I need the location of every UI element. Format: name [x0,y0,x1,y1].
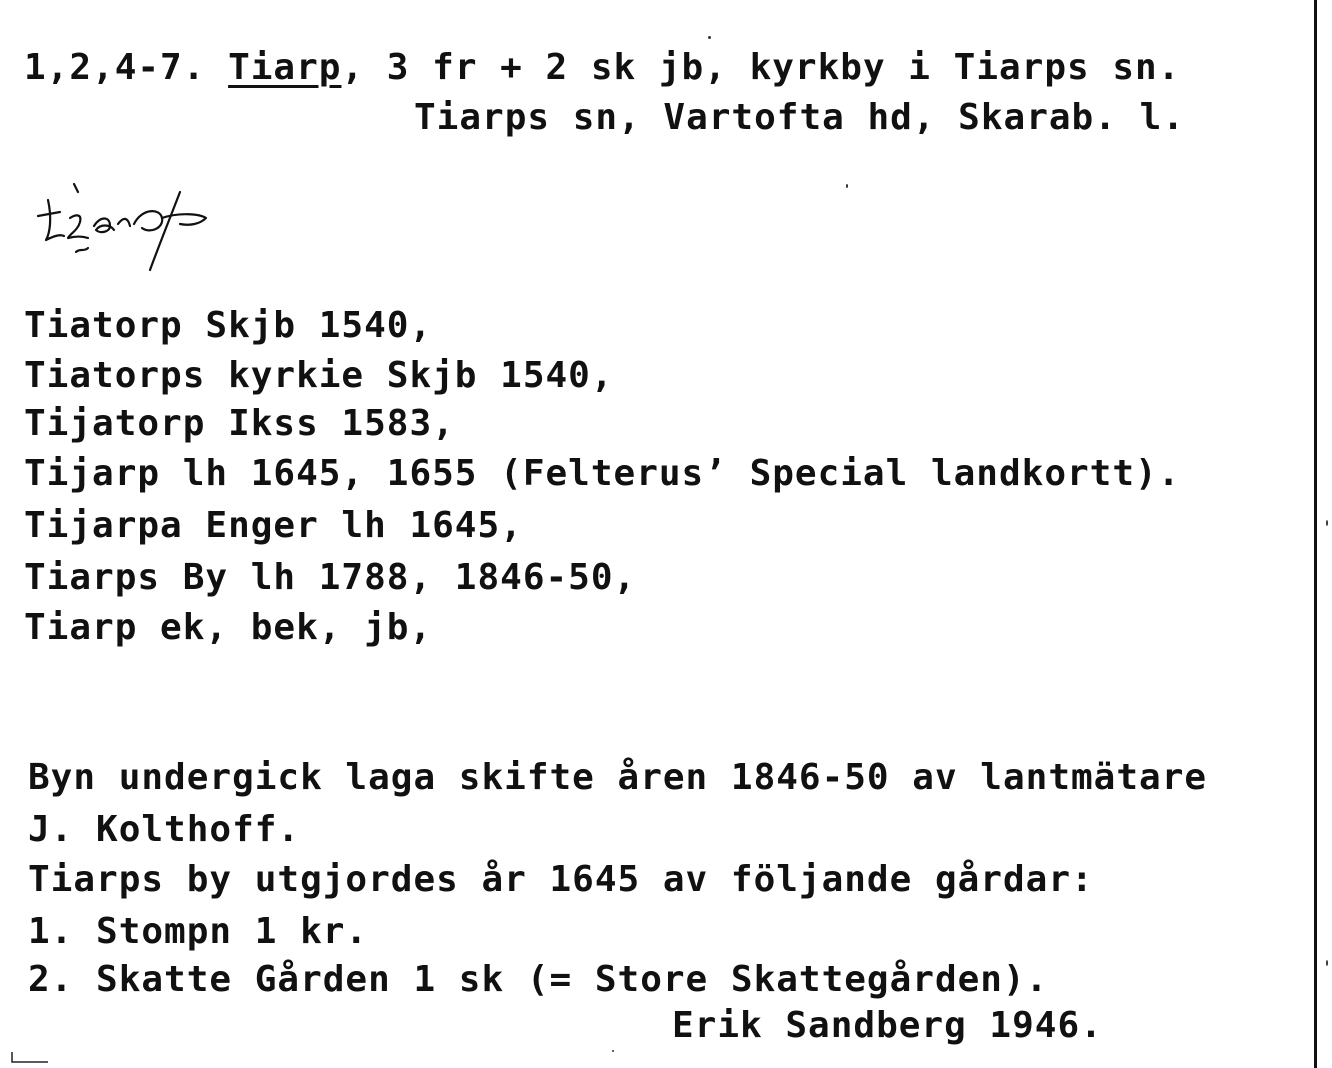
form-line-3: Tijatorp Ikss 1583, [24,403,455,444]
corner-mark [10,1052,50,1064]
form-line-2: Tiatorps kyrkie Skjb 1540, [24,355,614,396]
note-line-1: Byn undergick laga skifte åren 1846-50 av lantmätare [28,757,1208,798]
form-line-5: Tijarpa Enger lh 1645, [24,505,523,546]
form-line-1: Tiatorp Skjb 1540, [24,305,433,346]
form-line-7: Tiarp ek, bek, jb, [24,607,433,648]
signature: Erik Sandberg 1946. [672,1005,1103,1046]
paper-speck [612,1050,614,1052]
header-description: , 3 fr + 2 sk jb, kyrkby i Tiarps sn. [341,47,1181,88]
paper-speck [1326,960,1328,966]
header-number: 1,2,4-7. [24,47,229,88]
handwritten-note [30,178,230,278]
paper-speck [846,184,848,188]
paper-speck [1326,520,1328,526]
form-line-4: Tijarp lh 1645, 1655 (Felterus’ Special landkortt). [24,453,1181,494]
header-line-1 [24,46,1180,90]
note-line-4: 1. Stompn 1 kr. [28,911,369,952]
note-line-5: 2. Skatte Gården 1 sk (= Store Skattegården). [28,959,1049,1000]
header-line-2: Tiarps sn, Vartofta hd, Skarab. l. [414,97,1185,138]
note-line-3: Tiarps by utgjordes år 1645 av följande gårdar: [28,859,1094,900]
place-name: Tiarp [228,47,342,88]
form-line-6: Tiarps By lh 1788, 1846-50, [24,557,637,598]
note-line-2: J. Kolthoff. [28,809,301,850]
card-right-edge [1314,0,1317,1068]
paper-speck [708,36,711,39]
